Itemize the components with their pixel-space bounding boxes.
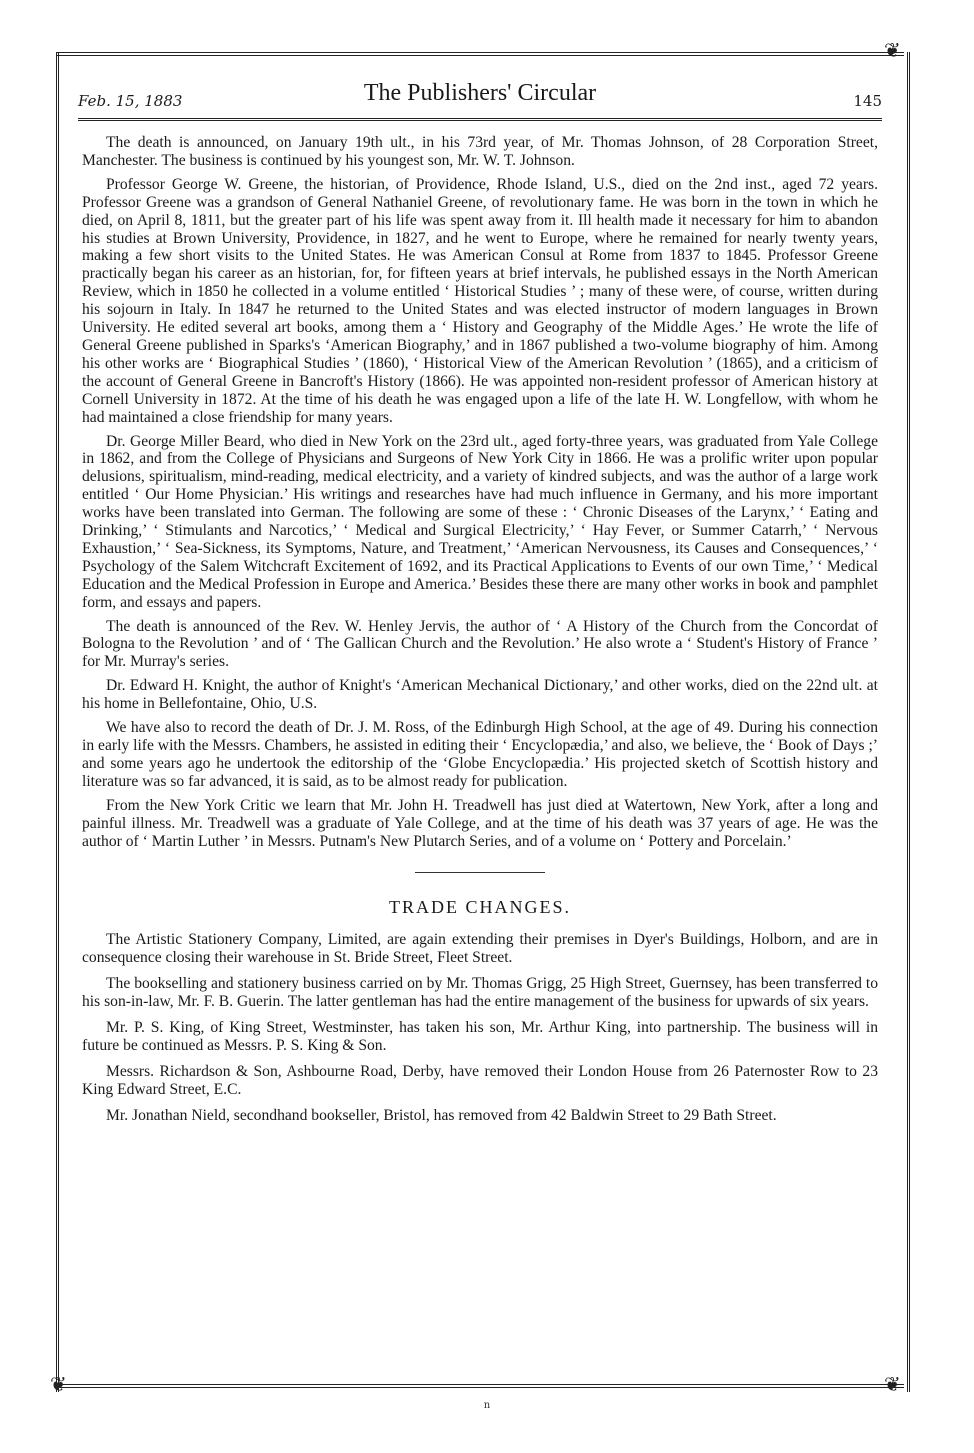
trade-item: The Artistic Stationery Company, Limited, are again extending their premises in Dyer's Buildings, Holborn, and are in consequence closing their warehouse in St. Bride Street, Fleet Street. [82,931,878,967]
obituary-paragraph: We have also to record the death of Dr. J. M. Ross, of the Edinburgh High School, at the age of 49. During his connection in early life with the Messrs. Chambers, he assisted in editing their ‘ Encyclopædia,’ and also, we believe, the ‘ Book of Days ;’ and some years ago he undertook the editorship of the ‘Globe Encyclopædia.’ His projected sketch of Scottish history and literature was so far advanced, it is said, as to be almost ready for publication. [82,719,878,790]
issue-date: Feb. 15, 1883 [78,92,183,110]
trade-item: Mr. Jonathan Nield, secondhand bookseller, Bristol, has removed from 42 Baldwin Street to 29 Bath Street. [106,1106,777,1124]
obituary-paragraph: From the New York Critic we learn that Mr. John H. Treadwell has just died at Watertown, New York, after a long and painful illness. Mr. Treadwell was a graduate of Yale College, and at the time of his death was 37 years of age. He was the author of ‘ Martin Luther ’ in Messrs. Putnam's New Plutarch Series, and of a volume on ‘ Pottery and Porcelain.’ [82,796,878,850]
top-border-rule [56,52,904,56]
obituary-paragraph: The death is announced, on January 19th ult., in his 73rd year, of Mr. Thomas Johnson, of 28 Corporation Street, Manchester. The business is continued by his youngest son, Mr. W. T. Johnson. [82,134,878,169]
publication-title: The Publishers' Circular [363,80,597,106]
trade-changes-list [82,931,878,1124]
section-heading: TRADE CHANGES. [388,897,571,918]
section-divider [415,872,545,873]
ornament-icon: ❦ [50,1372,67,1396]
obituary-paragraph: Professor George W. Greene, the historian, of Providence, Rhode Island, U.S., died on the 2nd inst., aged 72 years. Professor Greene was a grandson of General Nathaniel Greene, of revolutionary fame. He was born in the town in which he died, on April 8, 1811, but the greater part of his life was spent away from it. Ill health made it necessary for him to abandon his studies at Brown University, Providence, in 1827, and he went to Europe, where he remained for nearly twenty years, making a few short visits to the United States. He was American Consul at Rome from 1837 to 1845. Professor Greene practically began his career as an historian, for, for fifteen years at brief intervals, he published essays in the North American Review, which in 1850 he collected in a volume entitled ‘ Historical Studies ’ ; many of these were, of course, written during his sojourn in Italy. In 1847 he returned to the United States and was elected instructor of modern languages in Brown University. He edited several art books, among them a ‘ History and Geography of the Middle Ages.’ He wrote the life of General Greene published in Sparks's ‘American Biography,’ and in 1867 published a two-volume biography of him. Among his other works are ‘ Biographical Studies ’ (1860), ‘ Historical View of the American Revolution ’ (1865), and a criticism of the account of General Greene in Bancroft's History (1866). He was appointed non-resident professor of American history at Cornell University in 1872. At the time of his death he was engaged upon a life of the late H. W. Longfellow, with whom he had maintained a close friendship for many years. [82,175,878,426]
trade-item: Messrs. Richardson & Son, Ashbourne Road, Derby, have removed their London House from 26 Paternoster Row to 23 King Edward Street, E.C. [82,1062,878,1098]
page-number: 145 [853,92,882,110]
obituary-paragraph: Dr. Edward H. Knight, the author of Knight's ‘American Mechanical Dictionary,’ and other works, died on the 22nd ult. at his home in Bellefontaine, Ohio, U.S. [82,677,878,713]
trade-item: Mr. P. S. King, of King Street, Westminster, has taken his son, Mr. Arthur King, into partnership. The business will in future be continued as Messrs. P. S. King & Son. [82,1018,878,1054]
header-rule [78,118,882,121]
trade-item: The bookselling and stationery business carried on by Mr. Thomas Grigg, 25 High Street, Guernsey, has been transferred to his son-in-law, Mr. F. B. Guerin. The latter gentleman has had the entire management of the business for upwards of six years. [82,975,878,1011]
signature-mark: n [483,1400,491,1411]
ornament-icon: ❦ [884,38,901,62]
article-body [82,134,878,1133]
obituary-paragraph: The death is announced of the Rev. W. Henley Jervis, the author of ‘ A History of the Church from the Concordat of Bologna to the Revolution ’ and of ‘ The Gallican Church and the Revolution.’ He also wrote a ‘ Student's History of France ’ for Mr. Murray's series. [82,617,878,671]
bottom-border-rule [56,1384,904,1388]
page-header [78,80,882,116]
ornament-icon: ❦ [884,1372,901,1396]
obituary-paragraph: Dr. George Miller Beard, who died in New York on the 23rd ult., aged forty-three years, was graduated from Yale College in 1862, and from the College of Physicians and Surgeons of New York City in 1866. He was a prolific writer upon popular delusions, spiritualism, mind-reading, medical electricity, and a variety of kindred subjects, and was the author of a large work entitled ‘ Our Home Physician.’ His writings and researches have had much influence in Germany, and his more important works have been translated into German. The following are some of these : ‘ Chronic Diseases of the Larynx,’ ‘ Eating and Drinking,’ ‘ Stimulants and Narcotics,’ ‘ Medical and Surgical Electricity,’ ‘ Hay Fever, or Summer Catarrh,’ ‘ Nervous Exhaustion,’ ‘ Sea-Sickness, its Symptoms, Nature, and Treatment,’ ‘American Nervousness, its Causes and Consequences,’ ‘ Psychology of the Salem Witchcraft Excitement of 1692, and its Practical Applications to Events of our own Time,’ ‘ Medical Education and the Medical Profession in Europe and America.’ Besides these there are many other works in book and pamphlet form, and essays and papers. [82,432,878,611]
